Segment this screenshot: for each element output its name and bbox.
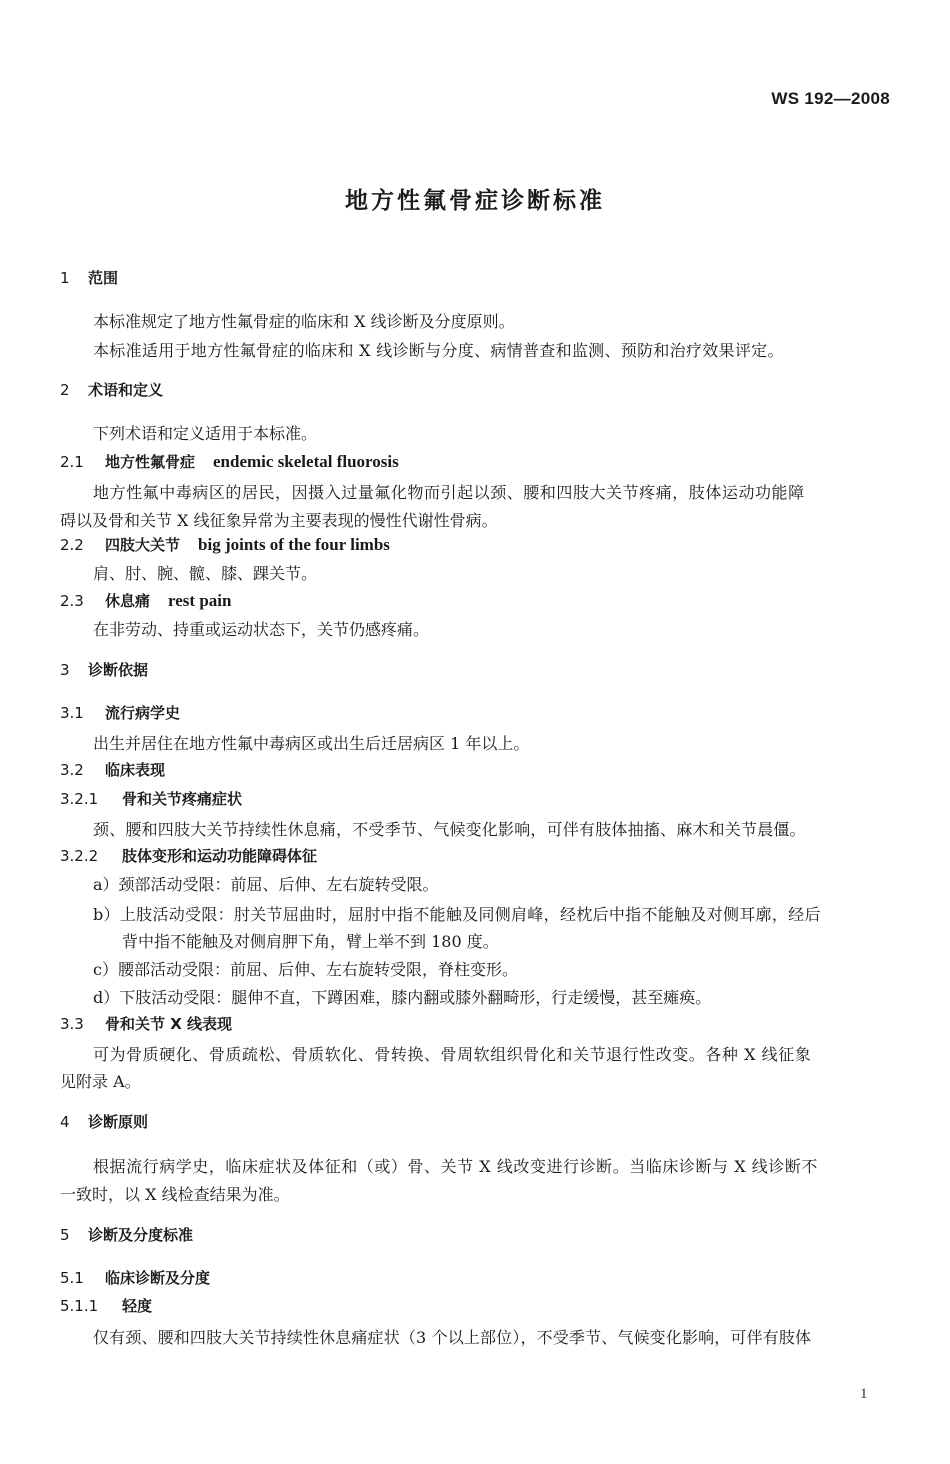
list-item: a）颈部活动受限：前屈、后伸、左右旋转受限。: [93, 875, 439, 894]
list-item-continuation: 背中指不能触及对侧肩胛下角，臂上举不到 180 度。: [122, 932, 499, 951]
term-heading-2-3: 2.3 休息痛 rest pain: [60, 591, 232, 610]
document-title: 地方性氟骨症诊断标准: [345, 188, 605, 214]
subsection-heading-3-3: 3.3 骨和关节 X 线表现: [60, 1015, 233, 1033]
paragraph: 出生并居住在地方性氟中毒病区或出生后迁居病区 1 年以上。: [93, 734, 530, 753]
standard-code: WS 192—2008: [771, 89, 890, 108]
subsection-heading-3-2-2: 3.2.2 肢体变形和运动功能障碍体征: [60, 847, 318, 865]
page-number: 1: [860, 1386, 868, 1402]
list-item: d）下肢活动受限：腿伸不直，下蹲困难，膝内翻或膝外翻畸形，行走缓慢，甚至瘫痪。: [93, 988, 712, 1007]
paragraph: 下列术语和定义适用于本标准。: [93, 424, 318, 443]
section-heading-5: 5 诊断及分度标准: [60, 1226, 194, 1244]
subsection-heading-5-1-1: 5.1.1 轻度: [60, 1297, 153, 1315]
term-heading-2-2: 2.2 四肢大关节 big joints of the four limbs: [60, 535, 390, 554]
subsection-heading-5-1: 5.1 临床诊断及分度: [60, 1269, 211, 1287]
section-heading-2: 2 术语和定义: [60, 381, 164, 399]
definition-line: 地方性氟中毒病区的居民，因摄入过量氟化物而引起以颈、腰和四肢大关节疼痛，肢体运动功能障: [93, 483, 805, 502]
definition-line: 在非劳动、持重或运动状态下，关节仍感疼痛。: [93, 620, 430, 639]
paragraph: 本标准适用于地方性氟骨症的临床和 X 线诊断与分度、病情普查和监测、预防和治疗效果评定。: [93, 341, 784, 360]
term-heading-2-1: 2.1 地方性氟骨症 endemic skeletal fluorosis: [60, 452, 399, 471]
section-heading-3: 3 诊断依据: [60, 661, 149, 679]
section-heading-1: 1 范围: [60, 269, 119, 287]
paragraph: 颈、腰和四肢大关节持续性休息痛，不受季节、气候变化影响，可伴有肢体抽搐、麻木和关节晨僵。: [93, 820, 806, 839]
subsection-heading-3-2-1: 3.2.1 骨和关节疼痛症状: [60, 790, 243, 808]
subsection-heading-3-1: 3.1 流行病学史: [60, 704, 181, 722]
definition-line: 肩、肘、腕、髋、膝、踝关节。: [93, 564, 318, 583]
paragraph: 根据流行病学史，临床症状及体征和（或）骨、关节 X 线改变进行诊断。当临床诊断与 X 线诊断不: [93, 1157, 818, 1176]
subsection-heading-3-2: 3.2 临床表现: [60, 761, 166, 779]
definition-line: 碍以及骨和关节 X 线征象异常为主要表现的慢性代谢性骨病。: [60, 511, 498, 530]
paragraph: 见附录 A。: [60, 1072, 141, 1091]
paragraph: 可为骨质硬化、骨质疏松、骨质软化、骨转换、骨周软组织骨化和关节退行性改变。各种 X 线征象: [93, 1045, 812, 1064]
list-item: b）上肢活动受限：肘关节屈曲时，屈肘中指不能触及同侧肩峰，经枕后中指不能触及对侧耳廓，经后: [93, 905, 821, 924]
paragraph: 一致时，以 X 线检查结果为准。: [60, 1185, 290, 1204]
paragraph: 仅有颈、腰和四肢大关节持续性休息痛症状（3 个以上部位），不受季节、气候变化影响，可伴有肢体: [93, 1328, 812, 1347]
paragraph: 本标准规定了地方性氟骨症的临床和 X 线诊断及分度原则。: [93, 312, 515, 331]
list-item: c）腰部活动受限：前屈、后伸、左右旋转受限，脊柱变形。: [93, 960, 518, 979]
section-heading-4: 4 诊断原则: [60, 1113, 149, 1131]
